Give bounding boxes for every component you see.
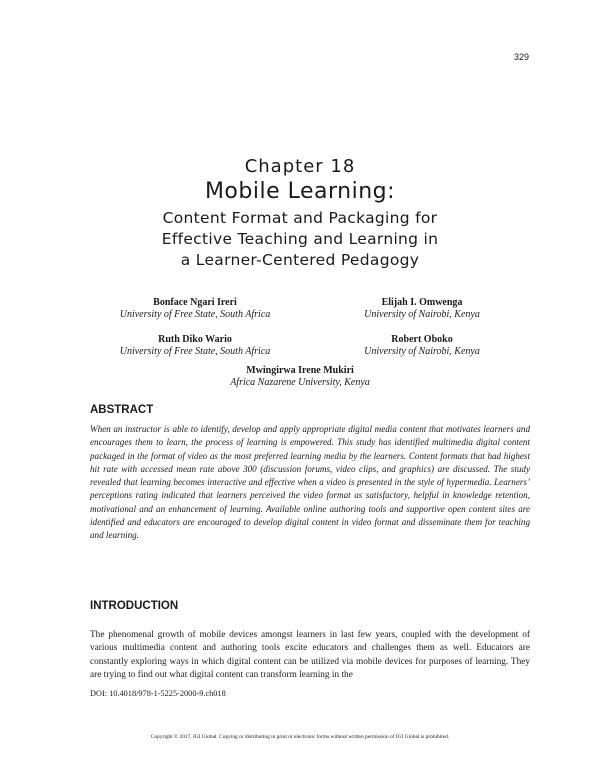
subtitle-line: Effective Teaching and Learning in	[161, 230, 439, 248]
author-affiliation: University of Free State, South Africa	[119, 309, 271, 320]
author-name: Elijah I. Omwenga	[381, 297, 463, 308]
author-block	[95, 334, 295, 358]
abstract-text: When an instructor is able to identify, develop and apply appropriate digital media content that motivates learners and encourages them to learn, the process of learning is empowered. This study has identified multimedia digital content packaged in the format of video as the most preferred learning media by the learners. Content formats that had highest hit rate with accessed mean rate above 300 (discussion forums, video clips, and graphics) are discussed. The study revealed that learning becomes interactive and effective when a video is presented in the style of hypermedia. Learners’ perceptions rating indicated that learners perceived the video format as satisfactory, helpful in knowledge retention, motivational and an enhancement of learning. Available online authoring tools and supportive open content sites are identified and educators are encouraged to develop digital content in video format and disseminate them for teaching and learning.	[90, 424, 530, 541]
author-name: Ruth Diko Wario	[158, 334, 232, 345]
subtitle-line: Content Format and Packaging for	[162, 209, 438, 227]
author-name: Robert Oboko	[391, 334, 453, 345]
page-number: 329	[513, 52, 529, 62]
author-block	[322, 297, 522, 321]
author-name: Mwingirwa Irene Mukiri	[246, 365, 354, 376]
author-block	[95, 297, 295, 321]
author-affiliation: University of Free State, South Africa	[119, 346, 271, 357]
author-affiliation: University of Nairobi, Kenya	[364, 346, 480, 357]
author-name: Bonface Ngari Ireri	[153, 297, 237, 308]
chapter-label: Chapter 18	[244, 156, 356, 177]
author-block	[200, 365, 400, 389]
author-block	[322, 334, 522, 358]
doi: DOI: 10.4018/978-1-5225-2000-9.ch018	[90, 689, 226, 698]
introduction-heading: INTRODUCTION	[90, 600, 179, 612]
subtitle-line: a Learner-Centered Pedagogy	[180, 251, 420, 269]
chapter-subtitle	[0, 208, 600, 271]
introduction-text: The phenomenal growth of mobile devices amongst learners in last few years, coupled with the development of various multimedia content and authoring tools excite educators and challenges them as well. Educators are constantly exploring ways in which digital content can be utilized via mobile devices for purposes of learning. They are trying to find out what digital content can transform learning in the	[90, 630, 530, 681]
copyright-notice: Copyright © 2017, IGI Global. Copying or distributing in print or electronic forms without written permission of IGI Global is prohibited.	[150, 734, 450, 740]
abstract-heading: ABSTRACT	[90, 404, 154, 416]
author-affiliation: University of Nairobi, Kenya	[364, 309, 480, 320]
author-affiliation: Africa Nazarene University, Kenya	[230, 377, 370, 388]
chapter-title: Mobile Learning:	[204, 179, 396, 204]
